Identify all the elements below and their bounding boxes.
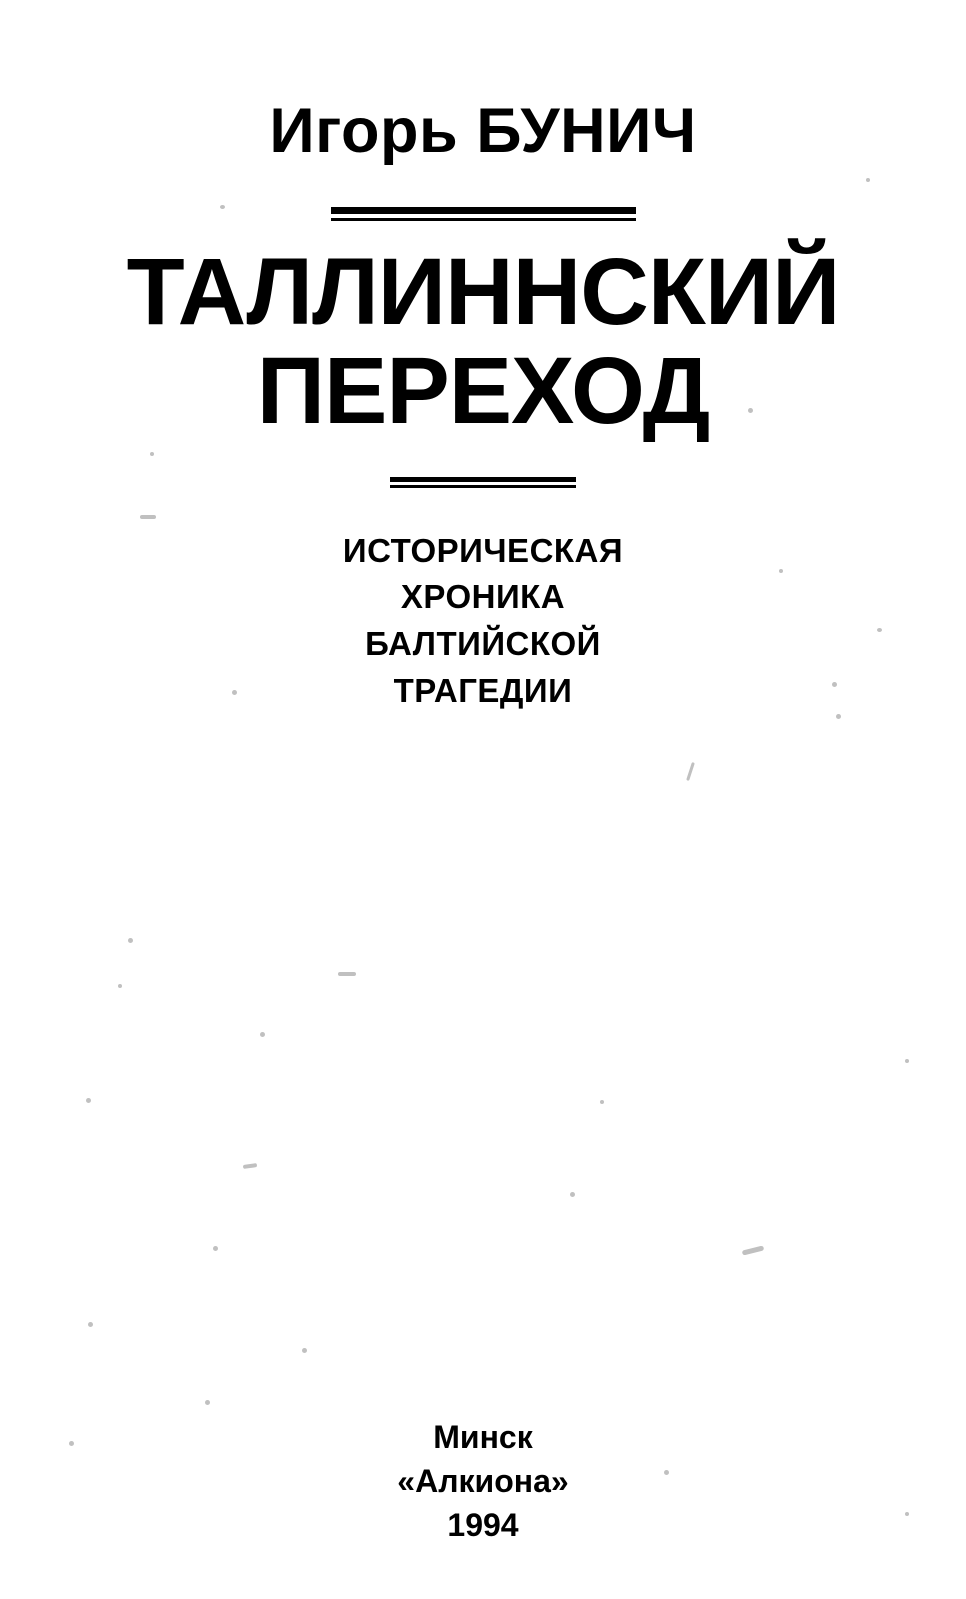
paper-speck	[600, 1100, 604, 1104]
subtitle-line-3: БАЛТИЙСКОЙ	[365, 625, 601, 663]
paper-speck	[779, 569, 783, 573]
paper-speck	[905, 1512, 909, 1516]
divider-bar-thick	[390, 477, 576, 482]
imprint-year: 1994	[447, 1506, 519, 1543]
paper-speck	[243, 1163, 257, 1169]
paper-speck	[905, 1059, 909, 1063]
imprint-block	[0, 1415, 966, 1547]
paper-speck	[213, 1246, 218, 1251]
subtitle-line-4: ТРАГЕДИИ	[393, 672, 573, 710]
paper-speck	[748, 408, 753, 413]
paper-speck	[664, 1470, 669, 1475]
divider-bar-thin	[390, 485, 576, 488]
paper-speck	[220, 205, 225, 209]
paper-speck	[742, 1245, 765, 1255]
paper-speck	[866, 178, 870, 182]
author-name: Игорь БУНИЧ	[269, 96, 697, 166]
subtitle-line-2: ХРОНИКА	[400, 578, 566, 616]
paper-speck	[205, 1400, 210, 1405]
divider-rule-top	[331, 207, 636, 221]
subtitle-line-1: ИСТОРИЧЕСКАЯ	[342, 531, 624, 569]
paper-speck	[832, 682, 837, 687]
paper-speck	[150, 452, 154, 456]
paper-speck	[686, 762, 695, 781]
paper-speck	[877, 628, 882, 632]
book-title-line-1: ТАЛЛИННСКИЙ	[126, 239, 840, 345]
paper-speck	[338, 972, 356, 976]
paper-speck	[302, 1348, 307, 1353]
paper-speck	[118, 984, 122, 988]
paper-speck	[128, 938, 133, 943]
divider-bar-thin	[331, 218, 636, 221]
divider-bar-thick	[331, 207, 636, 214]
imprint-city: Минск	[433, 1418, 533, 1455]
paper-speck	[232, 690, 237, 695]
paper-speck	[86, 1098, 91, 1103]
book-subtitle	[343, 528, 623, 715]
paper-speck	[260, 1032, 265, 1037]
paper-speck	[69, 1441, 74, 1446]
divider-rule-bottom	[390, 477, 576, 488]
imprint-publisher: «Алкиона»	[397, 1462, 569, 1499]
paper-speck	[140, 515, 156, 519]
paper-speck	[836, 714, 841, 719]
paper-speck	[570, 1192, 575, 1197]
paper-speck	[88, 1322, 93, 1327]
book-title-line-2: ПЕРЕХОД	[256, 337, 710, 444]
